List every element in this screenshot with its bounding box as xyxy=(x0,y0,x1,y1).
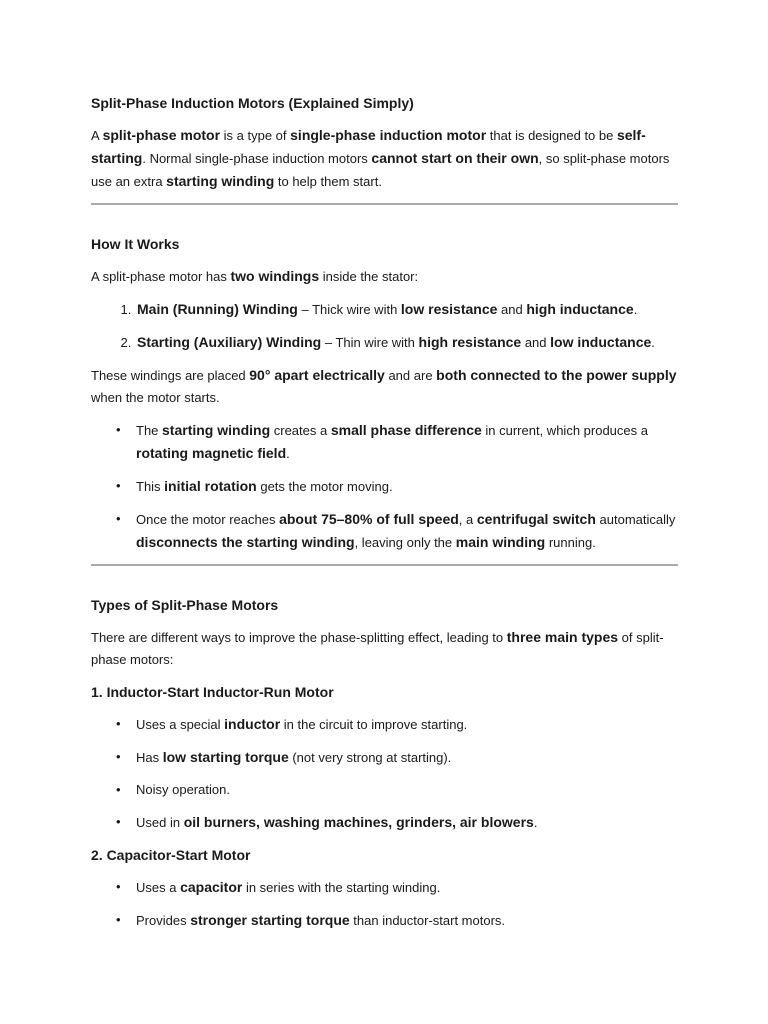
bullet-dot-icon: • xyxy=(116,912,121,927)
page-title: Split-Phase Induction Motors (Explained Simply) xyxy=(91,95,414,111)
list-item: • Uses a special inductor in the circuit to improve starting. xyxy=(136,713,678,736)
list-item: • Noisy operation. xyxy=(136,779,678,801)
list-item: • Used in oil burners, washing machines, grinders, air blowers. xyxy=(136,811,678,834)
bullet-dot-icon: • xyxy=(116,749,121,764)
bullet-dot-icon: • xyxy=(116,511,121,526)
list-item: • The starting winding creates a small phase difference in current, which produces a rotating magnetic field. xyxy=(136,419,678,465)
list-item: • Provides stronger starting torque than inductor-start motors. xyxy=(136,909,678,932)
document-content xyxy=(91,92,678,942)
paragraph-types-intro: There are different ways to improve the phase-splitting effect, leading to three main types of split-phase motors: xyxy=(91,629,664,667)
bullet-dot-icon: • xyxy=(116,879,121,894)
section-heading-how-it-works: How It Works xyxy=(91,236,180,252)
list-item: • Once the motor reaches about 75–80% of full speed, a centrifugal switch automatically disconnects the starting winding, leaving only the main winding running. xyxy=(136,508,678,554)
paragraph-placement: These windings are placed 90° apart electrically and are both connected to the power supply when the motor starts. xyxy=(91,367,677,405)
subheading-capacitor-start: 2. Capacitor-Start Motor xyxy=(91,847,251,863)
list-item-main-winding: 1. Main (Running) Winding – Thick wire with low resistance and high inductance. xyxy=(135,298,678,321)
paragraph-two-windings: A split-phase motor has two windings inside the stator: xyxy=(91,268,419,284)
section-divider xyxy=(91,203,678,205)
bullet-dot-icon: • xyxy=(116,716,121,731)
section-heading-types: Types of Split-Phase Motors xyxy=(91,597,279,613)
subheading-inductor-start: 1. Inductor-Start Inductor-Run Motor xyxy=(91,684,334,700)
bullet-dot-icon: • xyxy=(116,422,121,437)
intro-paragraph: A split-phase motor is a type of single-phase induction motor that is designed to be self-starting. Normal single-phase induction motors cannot start on their own, so split-phase motors use an extra starting winding to help them start. xyxy=(91,127,670,189)
bullet-dot-icon: • xyxy=(116,814,121,829)
list-item: • This initial rotation gets the motor moving. xyxy=(136,475,678,498)
bullet-dot-icon: • xyxy=(116,782,121,797)
type2-bullet-list xyxy=(91,876,678,932)
type1-bullet-list xyxy=(91,713,678,834)
list-item-starting-winding: 2. Starting (Auxiliary) Winding – Thin wire with high resistance and low inductance. xyxy=(135,331,678,354)
list-item: • Uses a capacitor in series with the starting winding. xyxy=(136,876,678,899)
windings-list xyxy=(91,298,678,354)
bullet-dot-icon: • xyxy=(116,478,121,493)
list-item: • Has low starting torque (not very strong at starting). xyxy=(136,746,678,769)
section-divider xyxy=(91,564,678,566)
how-bullet-list xyxy=(91,419,678,554)
